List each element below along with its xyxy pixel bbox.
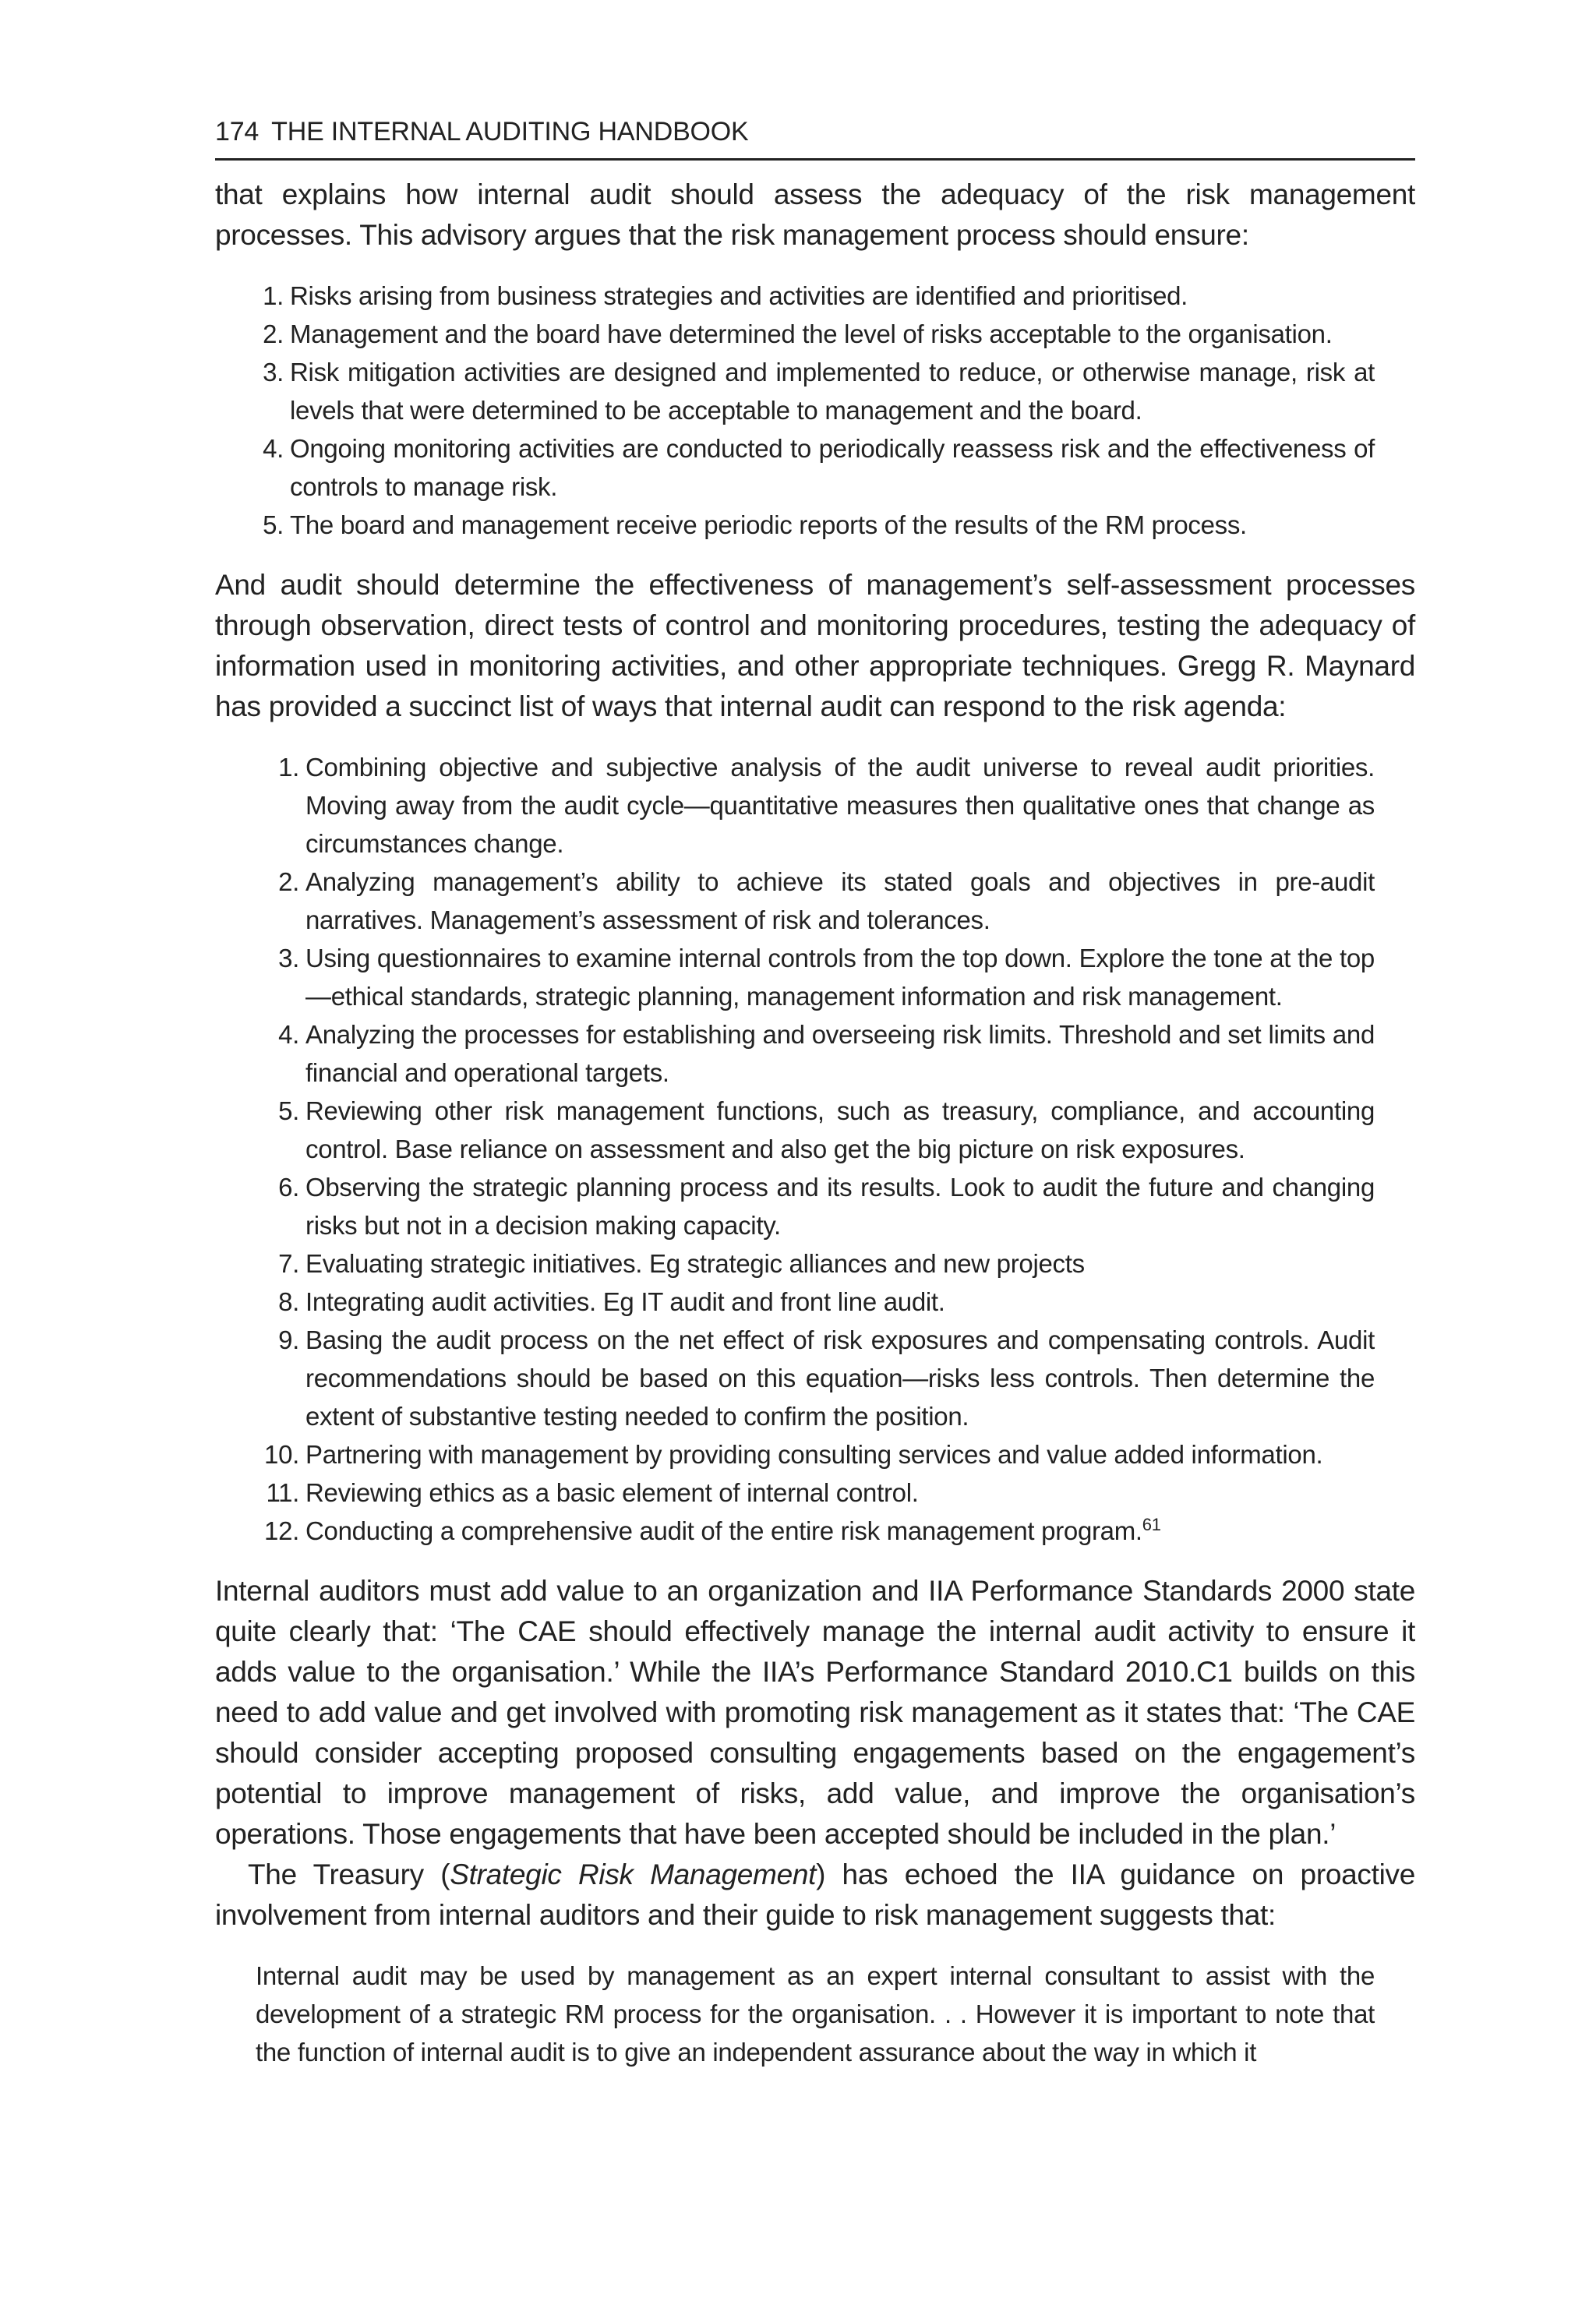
list-item [251, 1168, 1375, 1244]
list-item [251, 1512, 1375, 1550]
list-text: Risk mitigation activities are designed and implemented to reduce, or otherwise manage, risk at levels that were determined to be acceptable to management and the board. [290, 358, 1375, 425]
list-number: 2. [278, 867, 299, 896]
list-item [251, 748, 1375, 863]
list-number: 6. [278, 1173, 299, 1202]
paragraph-add-value: Internal auditors must add value to an organization and IIA Performance Standards 2000 state quite clearly that: ‘The CAE should effectively manage the internal audit activity to ensure it adds value to the organisation.’ While the IIA’s Performance Standard 2010.C1 builds on this need to add value and get involved with promoting risk management as it states that: ‘The CAE should consider accepting proposed consulting engagements based on the engagement’s potential to improve management of risks, add value, and improve the organisation’s operations. Those engagements that have been accepted should be included in the plan.’ [215, 1575, 1415, 1850]
list-text: Conducting a comprehensive audit of the entire risk management program. [305, 1516, 1142, 1545]
list-item [251, 429, 1375, 506]
list-number: 4. [278, 1020, 299, 1049]
list-text: Using questionnaires to examine internal controls from the top down. Explore the tone at the top—ethical standards, strategic planning, management information and risk management. [305, 944, 1375, 1011]
list-item [251, 1321, 1375, 1435]
list-item [251, 277, 1375, 315]
list-text: Evaluating strategic initiatives. Eg strategic alliances and new projects [305, 1249, 1085, 1278]
running-header [215, 117, 1415, 161]
page [215, 117, 1415, 2071]
risk-agenda-list [251, 748, 1375, 1550]
list-text: Reviewing ethics as a basic element of internal control. [305, 1478, 919, 1507]
list-text: Management and the board have determined the level of risks acceptable to the organisation. [290, 319, 1333, 348]
list-number: 7. [278, 1249, 299, 1278]
list-item [251, 315, 1375, 353]
list-number: 5. [263, 510, 284, 539]
treasury-text-before: The Treasury ( [248, 1858, 450, 1890]
list-number: 3. [278, 944, 299, 972]
list-item [251, 353, 1375, 429]
list-number: 5. [278, 1096, 299, 1125]
list-text-last [305, 1512, 1375, 1550]
list-item [251, 939, 1375, 1015]
list-item [251, 1283, 1375, 1321]
list-item [251, 1474, 1375, 1512]
paragraph-advisory-intro: that explains how internal audit should assess the adequacy of the risk management processes. This advisory argues that the risk management process should ensure: [215, 178, 1415, 251]
list-number: 3. [263, 358, 284, 386]
list-text: The board and management receive periodic reports of the results of the RM process. [290, 510, 1247, 539]
paragraph-audit-effectiveness: And audit should determine the effectiveness of management’s self-assessment processes through observation, direct tests of control and monitoring procedures, testing the adequacy of information used in monitoring activities, and other appropriate techniques. Gregg R. Maynard has provided a succinct list of ways that internal audit can respond to the risk agenda: [215, 569, 1415, 722]
list-text: Analyzing management’s ability to achieve its stated goals and objectives in pre-audit narratives. Management’s assessment of risk and tolerances. [305, 867, 1375, 934]
list-text: Combining objective and subjective analysis of the audit universe to reveal audit priorities. Moving away from the audit cycle—quantitative measures then qualitative ones that change as circumstances change. [305, 753, 1375, 858]
list-number: 10. [264, 1440, 299, 1469]
list-number: 1. [263, 281, 284, 310]
list-item [251, 1435, 1375, 1474]
block-quote: Internal audit may be used by management as an expert internal consultant to assist with the development of a strategic RM process for the organisation. . . However it is important to note that the function of internal audit is to give an independent assurance about the way in which it [256, 1961, 1375, 2067]
list-item [251, 1015, 1375, 1092]
running-title: THE INTERNAL AUDITING HANDBOOK [271, 117, 749, 146]
list-number: 12. [264, 1516, 299, 1545]
footnote-reference: 61 [1142, 1515, 1161, 1534]
list-item [251, 863, 1375, 939]
list-text: Analyzing the processes for establishing and overseeing risk limits. Threshold and set limits and financial and operational targets. [305, 1020, 1375, 1087]
list-item [251, 1244, 1375, 1283]
list-text: Reviewing other risk management functions, such as treasury, compliance, and accounting control. Base reliance on assessment and also get the big picture on risk exposures. [305, 1096, 1375, 1163]
list-text: Integrating audit activities. Eg IT audit and front line audit. [305, 1287, 945, 1316]
list-item [251, 506, 1375, 544]
list-number: 2. [263, 319, 284, 348]
list-number: 8. [278, 1287, 299, 1316]
page-number: 174 [215, 117, 260, 146]
list-number: 9. [278, 1325, 299, 1354]
risk-process-list [251, 277, 1375, 544]
list-text: Basing the audit process on the net effect of risk exposures and compensating controls. Audit recommendations should be based on this equation—risks less controls. Then determine the extent of substantive testing needed to confirm the position. [305, 1325, 1375, 1431]
paragraph-treasury [215, 1855, 1415, 1936]
list-text: Risks arising from business strategies and activities are identified and prioritised. [290, 281, 1188, 310]
list-text: Observing the strategic planning process and its results. Look to audit the future and changing risks but not in a decision making capacity. [305, 1173, 1375, 1240]
list-number: 4. [263, 434, 284, 463]
list-number: 11. [266, 1478, 299, 1507]
list-text: Partnering with management by providing consulting services and value added information. [305, 1440, 1323, 1469]
treasury-text-after: ) has echoed the IIA guidance on proactive involvement from internal auditors and their guide to risk management suggests that: [215, 1858, 1415, 1931]
publication-title: Strategic Risk Management [450, 1858, 817, 1890]
list-item [251, 1092, 1375, 1168]
list-text: Ongoing monitoring activities are conducted to periodically reassess risk and the effectiveness of controls to manage risk. [290, 434, 1375, 501]
list-number: 1. [278, 753, 299, 782]
